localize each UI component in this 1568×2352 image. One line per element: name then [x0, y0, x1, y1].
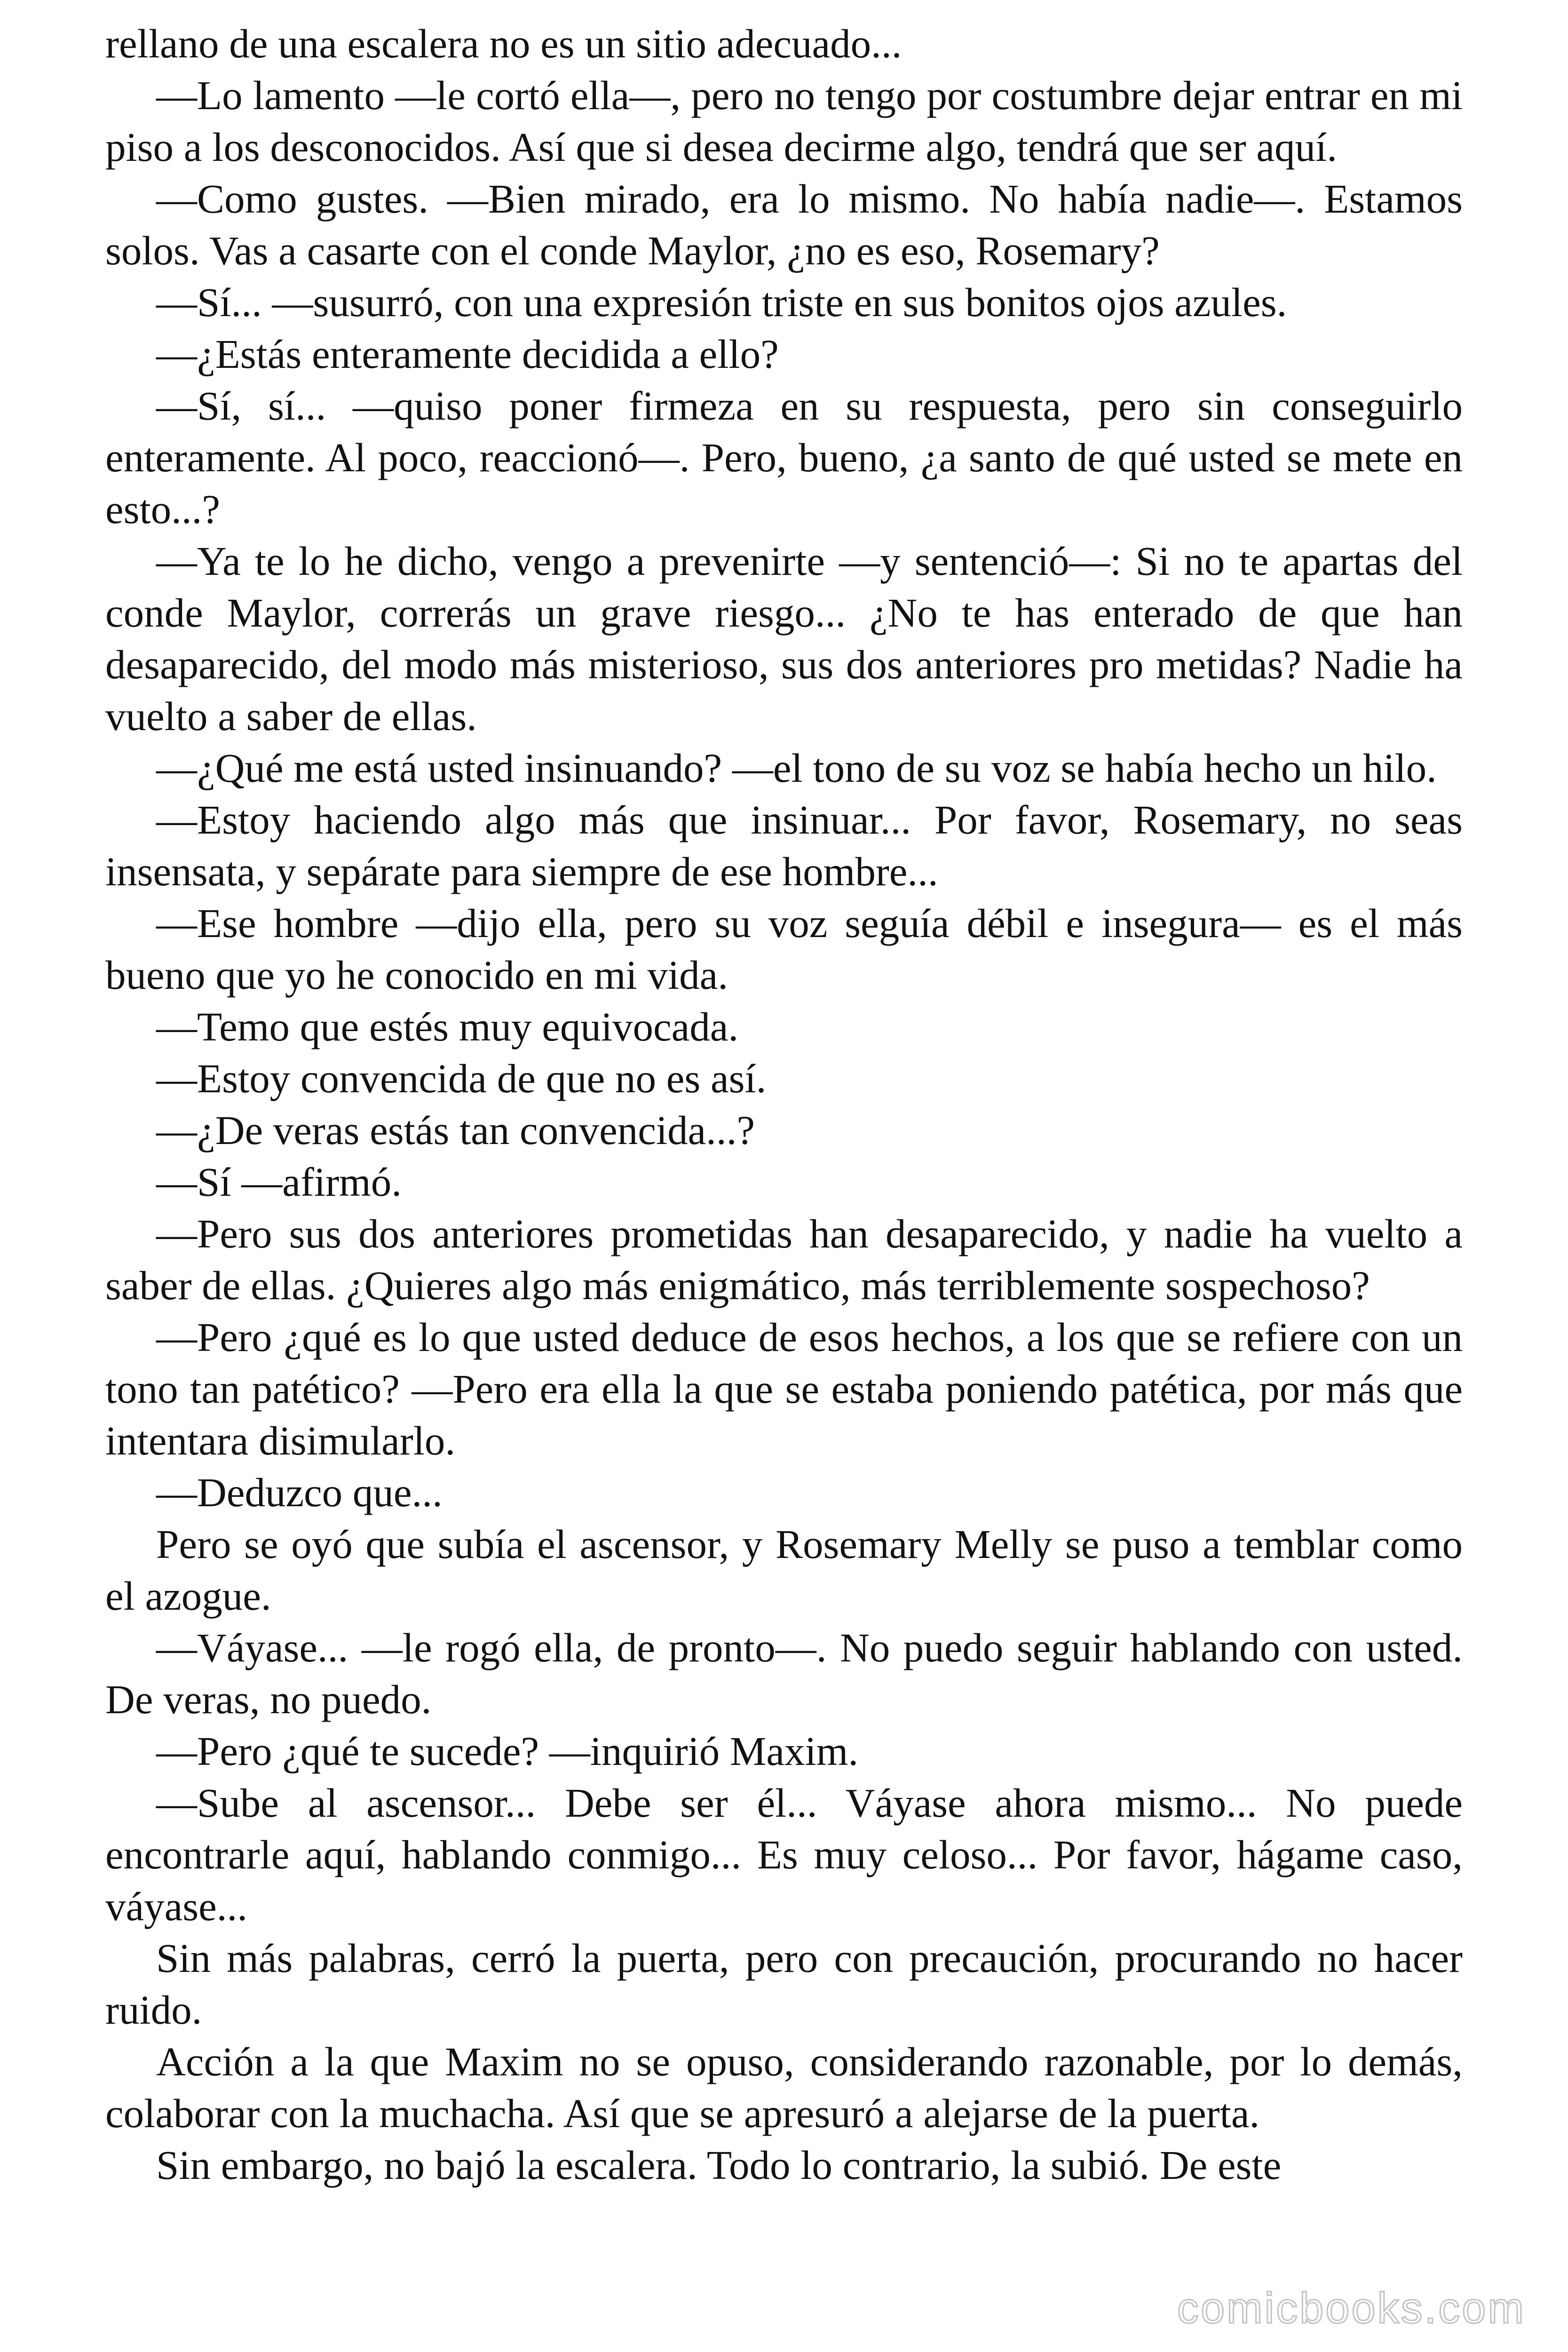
- paragraph: —¿Qué me está usted insinuando? —el tono de su voz se había hecho un hilo.: [156, 745, 1437, 791]
- paragraph: —Sí —afirmó.: [156, 1159, 402, 1205]
- paragraph: —Lo lamento —le cortó ella—, pero no tengo por costumbre dejar entrar en mi piso a los desconocidos. Así que si desea decirme algo, tendrá que ser aquí.: [105, 72, 1463, 170]
- paragraph: Sin más palabras, cerró la puerta, pero con precaución, procurando no hacer ruido.: [105, 1935, 1463, 2033]
- paragraph: —Sube al ascensor... Debe ser él... Váyase ahora mismo... No puede encontrarle aquí, hablando conmigo... Es muy celoso... Por favor, hágame caso, váyase...: [105, 1780, 1463, 1929]
- paragraph: —Estoy haciendo algo más que insinuar... Por favor, Rosemary, no seas insensata, y sepárate para siempre de ese hombre...: [105, 797, 1463, 894]
- paragraph: —¿Estás enteramente decidida a ello?: [156, 331, 779, 377]
- paragraph: —Pero ¿qué es lo que usted deduce de esos hechos, a los que se refiere con un tono tan patético? —Pero era ella la que se estaba poniendo patética, por más que intentara disimularlo.: [105, 1314, 1463, 1463]
- paragraph: rellano de una escalera no es un sitio adecuado...: [105, 21, 902, 66]
- paragraph: Sin embargo, no bajó la escalera. Todo lo contrario, la subió. De este: [156, 2142, 1282, 2188]
- paragraph: —Ese hombre —dijo ella, pero su voz seguía débil e insegura— es el más bueno que yo he conocido en mi vida.: [105, 900, 1463, 998]
- paragraph: —Sí... —susurró, con una expresión triste en sus bonitos ojos azules.: [156, 279, 1287, 325]
- paragraph: —Como gustes. —Bien mirado, era lo mismo. No había nadie—. Estamos solos. Vas a casarte con el conde Maylor, ¿no es eso, Rosemary?: [105, 176, 1463, 273]
- paragraph: —Ya te lo he dicho, vengo a prevenirte —y sentenció—: Si no te apartas del conde Maylor, correrás un grave riesgo... ¿No te has enterado de que han desaparecido, del modo más misterioso, sus dos anteriores pro metidas? Nadie ha vuelto a saber de ellas.: [105, 538, 1463, 739]
- paragraph: —Temo que estés muy equivocada.: [156, 1004, 739, 1049]
- paragraph: —Pero ¿qué te sucede? —inquirió Maxim.: [156, 1728, 859, 1774]
- paragraph: Pero se oyó que subía el ascensor, y Rosemary Melly se puso a temblar como el azogue.: [105, 1521, 1463, 1619]
- watermark: comicbooks.com: [1177, 2284, 1526, 2332]
- paragraph: —Deduzco que...: [156, 1470, 443, 1515]
- paragraph: —Estoy convencida de que no es así.: [156, 1056, 767, 1101]
- paragraph: Acción a la que Maxim no se opuso, considerando razonable, por lo demás, colaborar con la muchacha. Así que se apresuró a alejarse de la puerta.: [105, 2039, 1463, 2136]
- page-text: [105, 18, 1463, 2191]
- paragraph: —Pero sus dos anteriores prometidas han desaparecido, y nadie ha vuelto a saber de ellas. ¿Quieres algo más enigmático, más terriblemente sospechoso?: [105, 1211, 1463, 1308]
- paragraph: —¿De veras estás tan convencida...?: [156, 1107, 755, 1153]
- paragraph: —Sí, sí... —quiso poner firmeza en su respuesta, pero sin conseguirlo enteramente. Al poco, reaccionó—. Pero, bueno, ¿a santo de qué usted se mete en esto...?: [105, 383, 1463, 532]
- paragraph: —Váyase... —le rogó ella, de pronto—. No puedo seguir hablando con usted. De veras, no puedo.: [105, 1625, 1463, 1722]
